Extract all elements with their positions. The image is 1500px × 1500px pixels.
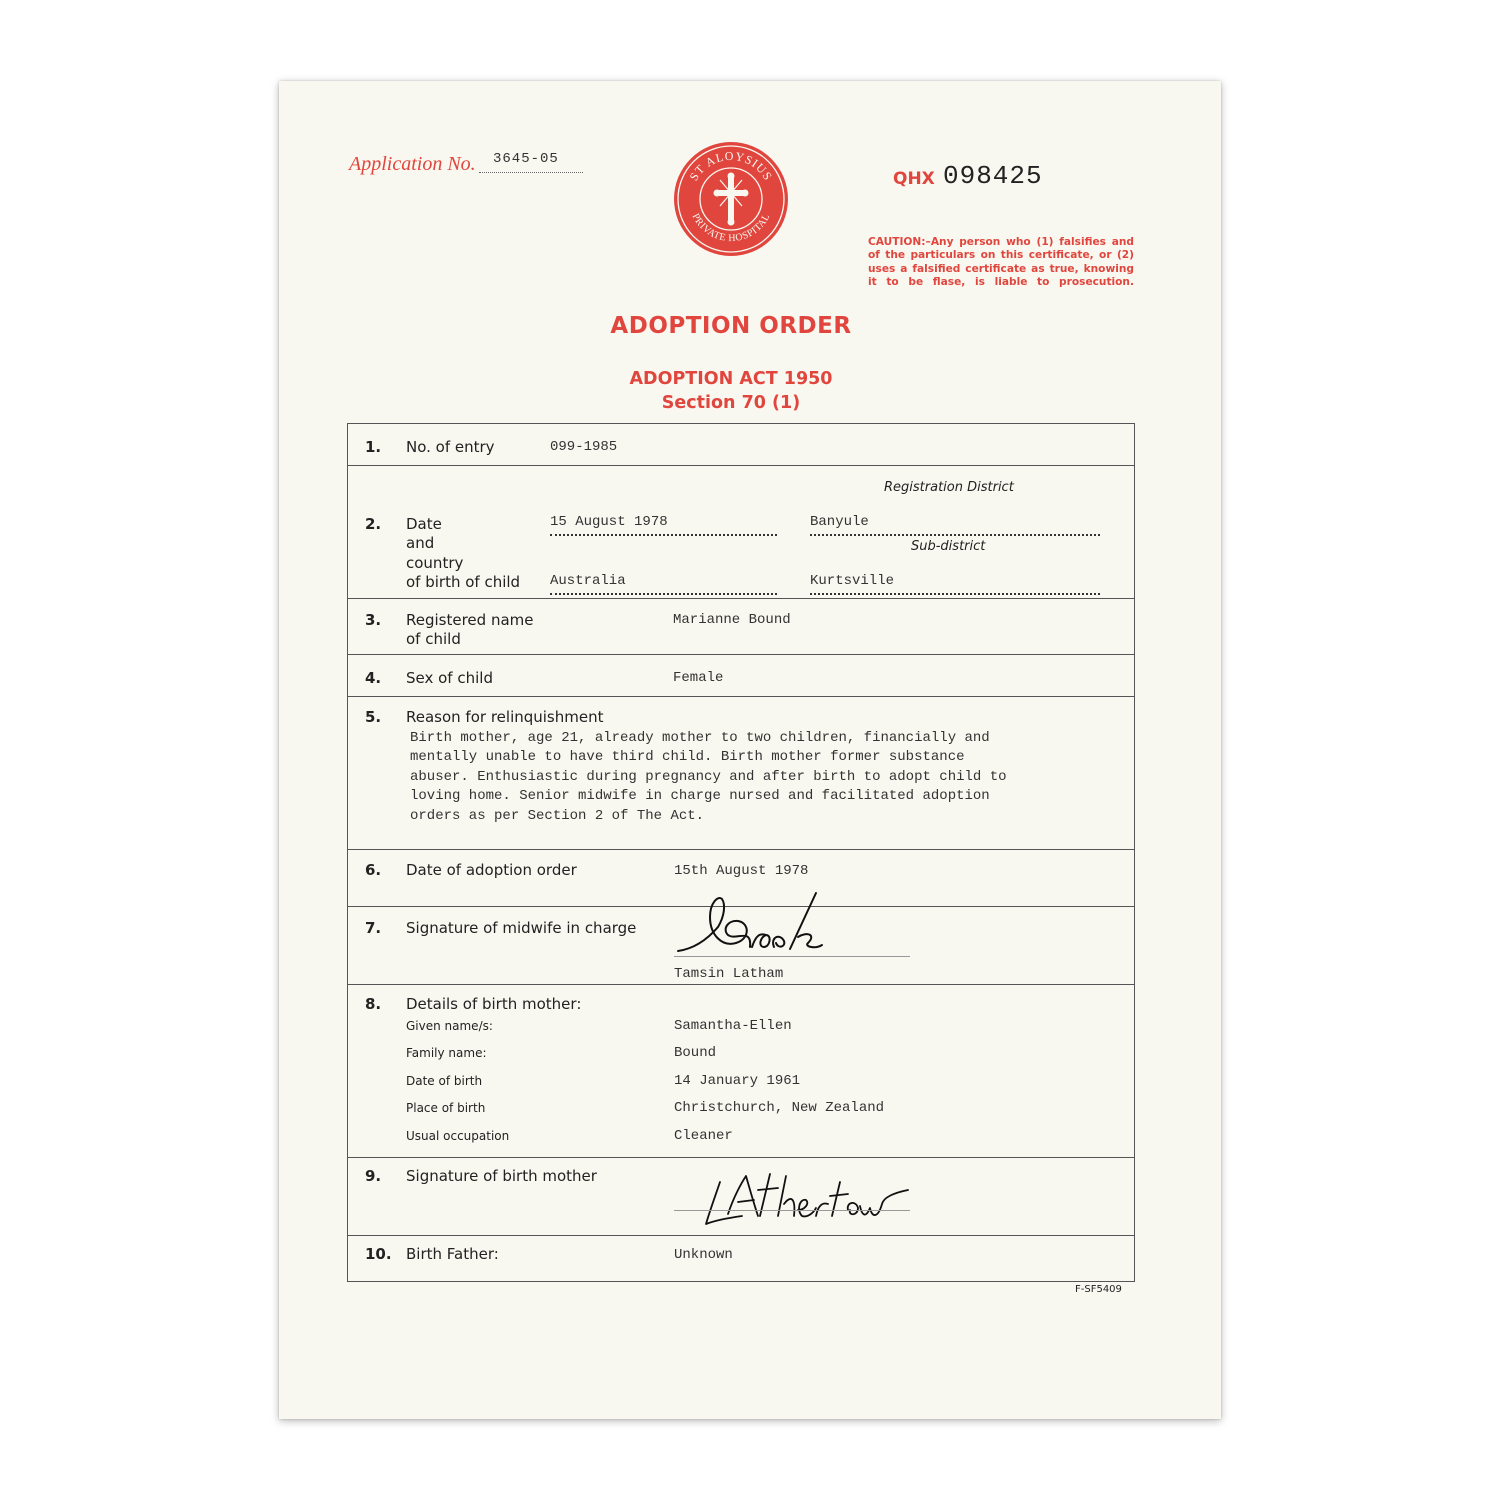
serial-prefix: QHX xyxy=(893,169,935,189)
act-title: ADOPTION ACT 1950 xyxy=(629,369,833,389)
hospital-seal xyxy=(672,140,790,258)
row-2-label-line: Date xyxy=(406,515,442,533)
subdistrict-value: Kurtsville xyxy=(810,573,1100,595)
birth-father-value: Unknown xyxy=(674,1247,733,1263)
mother-field-label: Family name: xyxy=(406,1046,487,1060)
row-9-label: Signature of birth mother xyxy=(406,1167,597,1185)
row-2-label-line: country xyxy=(406,554,464,572)
row-divider xyxy=(348,696,1134,697)
row-1-number: 1. xyxy=(365,438,382,456)
seal-top-text: ST ALOYSIUS xyxy=(686,148,776,184)
row-1-label: No. of entry xyxy=(406,438,495,456)
row-5-label: Reason for relinquishment xyxy=(406,708,604,726)
child-name-value: Marianne Bound xyxy=(673,612,791,628)
mother-occupation-value: Cleaner xyxy=(674,1128,733,1144)
entry-number-value: 099-1985 xyxy=(550,439,618,455)
mother-birth-date-value: 14 January 1961 xyxy=(674,1073,801,1089)
mother-family-name-value: Bound xyxy=(674,1045,717,1061)
row-divider xyxy=(348,1235,1134,1236)
relinquishment-reason-text: Birth mother, age 21, already mother to two children, financially and mentally unable to have third child. Birth mother former substance abuser. Enthusiastic during pregnancy and after birth to adopt child to loving home. Senior midwife in charge nursed and facilitated adoption orders as per Section 2 of The Act. xyxy=(410,730,1007,824)
row-2-label-line: of birth of child xyxy=(406,573,521,591)
registration-district-value: Banyule xyxy=(810,514,1100,536)
row-divider xyxy=(348,598,1134,599)
row-10-label: Birth Father: xyxy=(406,1245,499,1263)
row-7-number: 7. xyxy=(365,919,382,937)
mother-signature xyxy=(698,1166,918,1232)
midwife-name-value: Tamsin Latham xyxy=(674,966,784,982)
row-3-label-line: Registered name xyxy=(406,611,534,629)
row-divider xyxy=(348,465,1134,466)
caution-notice: CAUTION:–Any person who (1) falsifies and of the particulars on this certificate, or (2) uses a falsified certificate as true, knowing it to be flase, is liable to prosecution. xyxy=(868,236,1134,289)
row-5-number: 5. xyxy=(365,708,382,726)
application-number: 3645-05 xyxy=(479,151,583,173)
birth-country-value: Australia xyxy=(550,573,777,595)
adoption-order-date-value: 15th August 1978 xyxy=(674,863,809,879)
row-6-label: Date of adoption order xyxy=(406,861,577,879)
section-title: Section 70 (1) xyxy=(661,393,801,413)
row-divider xyxy=(348,984,1134,985)
child-sex-value: Female xyxy=(673,670,724,686)
mother-given-names-value: Samantha-Ellen xyxy=(674,1018,792,1034)
row-4-number: 4. xyxy=(365,669,382,687)
order-table xyxy=(347,423,1135,1282)
application-label: Application No. xyxy=(349,153,476,175)
form-code: F-SF5409 xyxy=(1075,1284,1122,1295)
document-title: ADOPTION ORDER xyxy=(610,313,852,339)
subdistrict-label: Sub-district xyxy=(911,539,986,554)
registration-district-label: Registration District xyxy=(884,480,1014,495)
row-divider xyxy=(348,654,1134,655)
serial-number: 098425 xyxy=(943,161,1043,191)
mother-signature-line xyxy=(674,1210,910,1211)
mother-field-label: Place of birth xyxy=(406,1101,486,1115)
birth-date-value: 15 August 1978 xyxy=(550,514,777,536)
row-3-number: 3. xyxy=(365,611,382,629)
row-7-label: Signature of midwife in charge xyxy=(406,919,637,937)
row-4-label: Sex of child xyxy=(406,669,493,687)
row-divider xyxy=(348,1157,1134,1158)
row-9-number: 9. xyxy=(365,1167,382,1185)
row-10-number: 10. xyxy=(365,1245,392,1263)
midwife-signature-line xyxy=(674,956,910,957)
row-8-number: 8. xyxy=(365,995,382,1013)
row-6-number: 6. xyxy=(365,861,382,879)
mother-birth-place-value: Christchurch, New Zealand xyxy=(674,1100,885,1116)
row-2-number: 2. xyxy=(365,515,382,533)
mother-field-label: Given name/s: xyxy=(406,1019,493,1033)
row-3-label-line: of child xyxy=(406,630,461,648)
mother-field-label: Date of birth xyxy=(406,1074,483,1088)
seal-bottom-text: PRIVATE HOSPITAL xyxy=(689,211,773,245)
row-2-label-line: and xyxy=(406,534,435,552)
mother-field-label: Usual occupation xyxy=(406,1129,510,1143)
row-divider xyxy=(348,849,1134,850)
certificate-sheet xyxy=(279,81,1221,1419)
row-8-label: Details of birth mother: xyxy=(406,995,582,1013)
